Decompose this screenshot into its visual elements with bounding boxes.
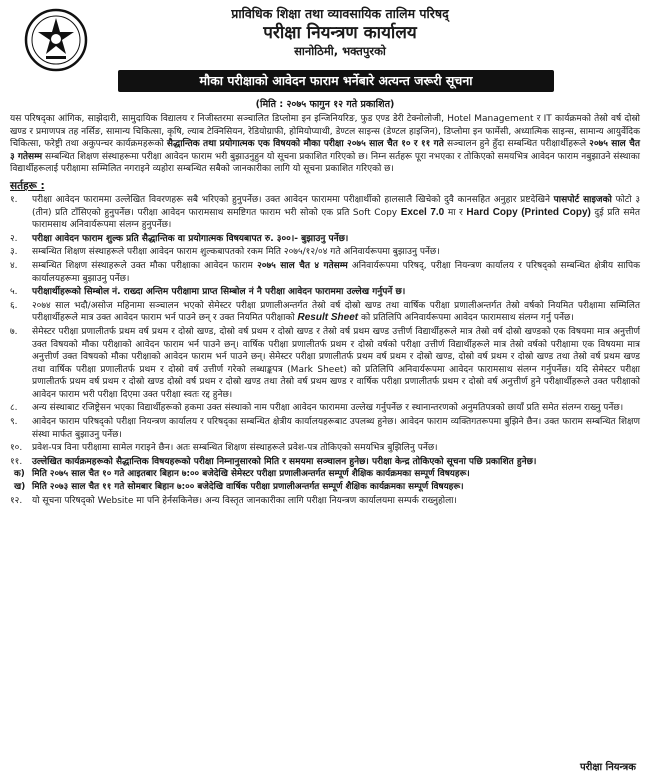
office-location: सानोठिमी, भक्तपुरको bbox=[294, 44, 386, 58]
item-text: अन्य संस्थाबाट रजिष्ट्रेसन भएका विद्यार्थीहरूको हकमा उक्त संस्थाको नाम परीक्षा आवेदन फाराममा उल्लेख गर्नुपर्नेछ र स्थानान्तरणको अनुमतिपत्रको छायाँ प्रति समेत संलग्न राख्नु पर्नेछ। bbox=[32, 403, 624, 414]
item-text bbox=[32, 194, 640, 232]
item-text-part: सम्बन्धित शिक्षण संस्थाहरूले उक्त मौका परीक्षाका आवेदन फाराम bbox=[32, 260, 258, 271]
condition-item bbox=[10, 233, 640, 246]
item-text bbox=[32, 260, 640, 285]
item-text-part: को प्रतिलिपि अनिवार्यरूपमा आवेदन फारामसाथ संलग्न गर्नु पर्नेछ। bbox=[358, 313, 574, 324]
item-bold-part: Hard Copy (Printed Copy) bbox=[466, 206, 591, 218]
condition-item bbox=[10, 495, 640, 508]
schedule-text: मिति २०७३ साल चैत ११ गते सोमबार बिहान ७:०० बजेदेखि वार्षिक परीक्षा प्रणालीअन्तर्गत सम्पूर्ण शैक्षिक कार्यक्रमका सम्पूर्ण विषयहरू। bbox=[32, 482, 464, 493]
condition-item bbox=[10, 300, 640, 325]
item-text-part: अनिवार्यरूपमा परिषद्, परीक्षा नियन्त्रण कार्यालय र परिषद्को सम्बन्धित क्षेत्रीय सापिक कार्यालयहरूमा बुझाउनु पर्नेछ। bbox=[32, 260, 640, 284]
condition-item bbox=[10, 286, 640, 299]
item-number: ३. bbox=[10, 247, 18, 258]
council-name: प्राविधिक शिक्षा तथा व्यावसायिक तालिम परिषद् bbox=[231, 6, 449, 21]
item-text-part: परीक्षा आवेदन फाराममा उल्लेखित विवरणहरू सबै भरिएको हुनुपर्नेछ। उक्त आवेदन फाराममा परीक्षार्थीको हालसालै खिचेको दुवै कानसहित अनुहार प्रष्टदेखिने bbox=[32, 194, 554, 205]
office-name: परीक्षा नियन्त्रण कार्यालय bbox=[263, 23, 417, 43]
publish-date: (मिति : २०७५ फागुन १२ गते प्रकाशित) bbox=[255, 99, 395, 110]
exam-schedule-item bbox=[10, 481, 640, 494]
condition-item bbox=[10, 194, 640, 232]
item-text: परीक्षा आवेदन फाराम शुल्क प्रति सैद्धान्तिक वा प्रयोगात्मक विषयबापत रु. ३००।- बुझाउनु पर्नेछ। bbox=[32, 233, 349, 244]
condition-item bbox=[10, 326, 640, 402]
item-number: ९. bbox=[10, 417, 18, 428]
intro-text-2: सञ्चालन हुने हुँदा सम्बन्धित परीक्षार्थीहरूले bbox=[443, 139, 590, 150]
item-number: ५. bbox=[10, 287, 18, 298]
schedule-label: क) bbox=[14, 469, 25, 480]
condition-item bbox=[10, 246, 640, 259]
item-text-part: २०७४ साल भदौ/असोज महिनामा सञ्चालन भएको सेमेस्टर परीक्षा प्रणालीअन्तर्गत तेस्रो वर्ष दोस्रो खण्ड तथा वार्षिक परीक्षा प्रणालीअन्तर्गत तेस्रो वर्षको नियमित परीक्षामा सम्मिलित परीक्षार्थीहरूले मात्र उक्त आवेदन फाराम भर्न पाउने छन् र उक्त नियमित परीक्षाको bbox=[32, 300, 640, 324]
intro-paragraph bbox=[10, 113, 640, 176]
item-number: २. bbox=[10, 233, 18, 244]
item-number: १०. bbox=[10, 443, 23, 454]
item-text bbox=[32, 300, 640, 325]
item-number: १. bbox=[10, 194, 18, 205]
item-text-part: मा र bbox=[444, 207, 467, 218]
item-text: आवेदन फाराम परिषद्को परीक्षा नियन्त्रण कार्यालय र परिषद्का सम्बन्धित क्षेत्रीय कार्यालयहरूबाट उपलब्ध हुनेछ। आवेदन फाराम व्यक्तिगतरूपमा बुझिने छैन। उक्त फाराम सम्बन्धित शिक्षण संस्था मार्फत बुझाउनु पर्नेछ। bbox=[32, 417, 640, 440]
condition-item bbox=[10, 442, 640, 455]
item-number: ११. bbox=[10, 456, 23, 467]
schedule-label: ख) bbox=[14, 482, 26, 493]
item-text: सम्बन्धित शिक्षण संस्थाहरूले परीक्षा आवेदन फाराम शुल्कबापतको रकम मिति २०७५/१२/०४ गते अनिवार्यरूपमा बुझाउनु पर्नेछ। bbox=[32, 247, 440, 258]
item-text-part: फोटो ३ (तीन) प्रति टाँसिएको हुनुपर्नेछ। परीक्षा आवेदन फारामसाथ समष्टिगत फाराम भरी सोको एक प्रति Soft Copy bbox=[32, 194, 641, 218]
item-bold-part: Excel 7.0 bbox=[400, 206, 445, 218]
item-number: ७. bbox=[10, 326, 18, 337]
condition-item bbox=[10, 456, 640, 469]
item-text: यो सूचना परिषद्को Website मा पनि हेर्नसकिनेछ। अन्य विस्तृत जानकारीका लागि परीक्षा नियन्त्रण कार्यालयमा सम्पर्क राख्नुहोला। bbox=[32, 495, 457, 506]
intro-text-1: यस परिषद्का आंगिक, साझेदारी, सामुदायिक विद्यालय र निजीस्तरमा सञ्चालित डिप्लोमा इन इन्जिनियरिङ, फुड एण्ड डेरी टेक्नोलोजी, Hotel Management र IT कार्यक्रमको तेस्रो वर्ष दोस्रो खण्ड र प्रमाणपत्र तह नर्सिङ, सामान्य चिकित्सा, कृषि, ल्याब टेक्निसियन, रेडियोग्राफी, होमियोप्याथी, डेण्टल साइन्स (डेण्टल हाइजिन), डिप्लोमा इन फार्मेसी, अध्यात्मिक साइन्स, सामान्य आयुर्वेदिक चिकित्सा, फरेष्ट्री तथा अकुपन्चर कार्यक्रमहरूको bbox=[10, 114, 640, 150]
item-text-part: दुई प्रति समेत फारामसाथ अनिवार्यरूपमा संलग्न हुनुपर्नेछ। bbox=[32, 207, 640, 231]
intro-text-3: सम्बन्धित शिक्षण संस्थाहरूमा परीक्षा आवेदन फाराम भरी बुझाउनुहुन यो सूचना प्रकाशित गरिएको छ। निम्न सर्तहरू पूरा नभएका र तोकिएको समयभित्र आवेदन फाराम नबुझाउने संस्थाका विद्यार्थीहरूलाई परीक्षामा सम्मिलित नगराइने व्यहोरा सम्बन्धित सबैको जानकारीका लागि यो सूचना प्रकाशित गरिएको छ। bbox=[10, 151, 640, 175]
exam-schedule-item bbox=[10, 468, 640, 481]
condition-item bbox=[10, 416, 640, 441]
item-number: ६. bbox=[10, 300, 18, 311]
item-text: परीक्षार्थीहरूको सिम्बोल नं. राख्दा अन्तिम परीक्षामा प्राप्त सिम्बोल नं नै परीक्षा आवेदन फाराममा उल्लेख गर्नुपर्ने छ। bbox=[32, 287, 406, 298]
condition-item bbox=[10, 402, 640, 415]
condition-item bbox=[10, 260, 640, 285]
conditions-list bbox=[10, 194, 640, 507]
signature-title: परीक्षा नियन्त्रक bbox=[580, 762, 636, 773]
conditions-heading: सर्तहरू : bbox=[10, 179, 45, 192]
item-text: उल्लेखित कार्यक्रमहरूको सैद्धान्तिक विषयहरूको परीक्षा निम्नानुसारको मिति र समयमा सञ्चालन हुनेछ। परीक्षा केन्द्र तोकिएको सूचना पछि प्रकाशित हुनेछ। bbox=[32, 456, 537, 467]
intro-bold-exam-date: सैद्धान्तिक तथा प्रयोगात्मक एक विषयको मौका परीक्षा २०७५ साल चैत १० र ११ गते bbox=[166, 139, 444, 150]
item-number: १२. bbox=[10, 495, 23, 506]
item-text: सेमेस्टर परीक्षा प्रणालीतर्फ प्रथम वर्ष प्रथम र दोस्रो खण्ड, दोस्रो वर्ष प्रथम र दोस्रो खण्ड र तेस्रो वर्ष प्रथम खण्ड उत्तीर्ण विद्यार्थीहरूले मात्र तेस्रो वर्ष दोस्रो खण्डको एक विषयमा मात्र अनुत्तीर्ण उक्त विषयको मौका परीक्षाको आवेदन फाराम भर्न पाउने छन्। वार्षिक परीक्षा प्रणालीतर्फ प्रथम र दोस्रो वर्षको परीक्षा उत्तीर्ण विद्यार्थीहरूले मात्र तेस्रो वर्षको परीक्षामा एक विषयमा मात्र अनुत्तीर्ण उक्त विषयको मौका परीक्षाको आवेदन फाराम भर्न पाउने छन्। सेमेस्टर परीक्षा प्रणालीतर्फ प्रथम वर्ष प्रथम र दोस्रो खण्ड, दोस्रो वर्ष प्रथम र दोस्रो खण्ड तथा तेस्रो वर्ष प्रथम खण्ड तथा वार्षिक परीक्षा प्रणालीतर्फ प्रथम र दोस्रो वर्ष उत्तीर्ण गरेको लब्धाङ्कपत्र (Mark Sheet) को प्रतिलिपि अनिवार्यरूपमा आवेदन फारामसाथ संलग्न गर्नुपर्नेछ। यदि सेमेस्टर परीक्षा प्रणालीतर्फ प्रथम वर्ष प्रथम र दोस्रो खण्ड दोस्रो वर्ष प्रथम र दोस्रो खण्ड तथा तेस्रो वर्ष प्रथम खण्ड र वार्षिक परीक्षा प्रणालीतर्फ प्रथम र दोस्रो वर्ष अनुत्तीर्ण हुने परीक्षार्थीहरूले उक्त परीक्षाको आवेदन फाराम भरी परीक्षा दिएमा उक्त परीक्षा स्वतः रद्द हुनेछ। bbox=[32, 326, 640, 400]
ctevt-logo-icon bbox=[24, 8, 88, 72]
intro-bold-deadline: २०७५ साल चैत ३ गतेसम्म bbox=[10, 139, 640, 162]
item-text: प्रवेश-पत्र विना परीक्षामा सामेल गराइने छैन। अतः सम्बन्धित शिक्षण संस्थाहरूले प्रवेश-पत्र तोकिएको समयभित्र बुझिलिनु पर्नेछ। bbox=[32, 443, 438, 454]
item-number: ८. bbox=[10, 403, 18, 414]
notice-title-banner: मौका परीक्षाको आवेदन फाराम भर्नेबारे अत्यन्त जरूरी सूचना bbox=[118, 70, 554, 92]
item-bold-part: २०७५ साल चैत ४ गतेसम्म bbox=[257, 260, 348, 271]
item-bold-part: Result Sheet bbox=[297, 312, 359, 324]
header bbox=[10, 6, 640, 94]
item-number: ४. bbox=[10, 260, 18, 271]
item-bold-part: पासपोर्ट साइजको bbox=[553, 194, 612, 205]
schedule-text: मिति २०७५ साल चैत १० गते आइतबार बिहान ७:०० बजेदेखि सेमेस्टर परीक्षा प्रणालीअन्तर्गत सम्पूर्ण शैक्षिक कार्यक्रमका सम्पूर्ण विषयहरू। bbox=[32, 469, 470, 480]
